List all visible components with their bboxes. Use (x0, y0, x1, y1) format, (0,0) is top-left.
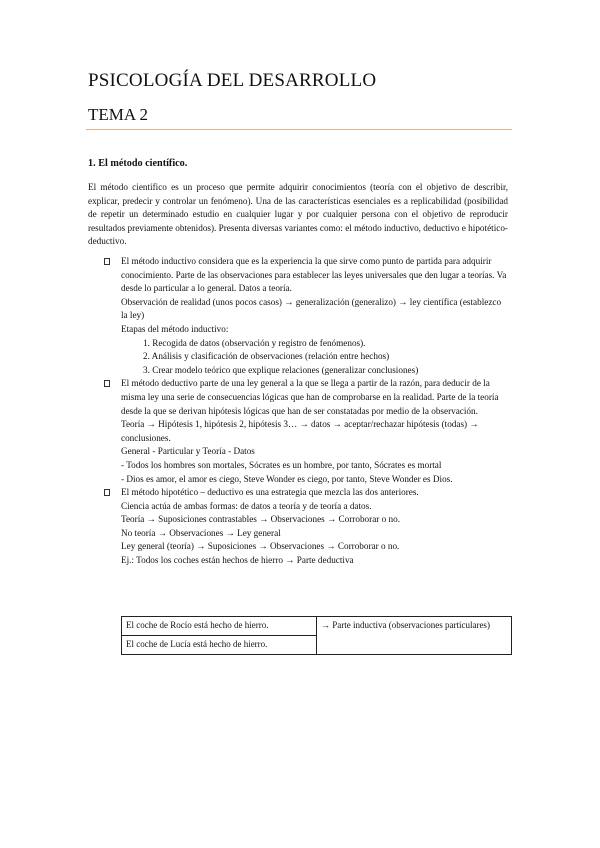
bullet-line: El método inductivo considera que es la experiencia la que sirve como punto de partida para adquirir conocimiento. Parte de las observaciones para establecer las leyes universales que den lugar a teorías. Va desde lo particular a lo general. Datos a teoría. (121, 256, 507, 294)
bullet-line: Teoría → Suposiciones contrastables → Observaciones → Corroborar o no. (121, 514, 400, 525)
bullet-line: Observación de realidad (unos pocos casos) → generalización (generalizo) → ley científica (establezco la ley) (121, 296, 502, 321)
example-table (121, 616, 512, 655)
bullet-line: Ej.: Todos los coches están hechos de hierro → Parte deductiva (121, 555, 354, 566)
section-heading (88, 158, 187, 169)
square-bullet-icon (104, 258, 110, 265)
table-cell: El coche de Lucía está hecho de hierro. (122, 636, 317, 655)
section-number: 1. (88, 158, 96, 169)
square-bullet-icon (104, 380, 110, 387)
section-heading-text: El método científico. (98, 158, 188, 169)
bullet-line: No teoría → Observaciones → Ley general (121, 527, 281, 538)
inductive-steps-list (121, 337, 507, 378)
document-subtitle: TEMA 2 (88, 105, 148, 124)
method-bullet-list (0, 255, 600, 568)
list-item: 2. Análisis y clasificación de observaciones (relación entre hechos) (143, 351, 390, 362)
title-underline-rule (86, 129, 512, 130)
bullet-line: El método deductivo parte de una ley general a la que se llega a partir de la razón, para deducir de la misma ley una serie de consecuencias lógicas que han de comprobarse en la realidad. Parte de la teoría desde la que se derivan hipótesis lógicas que han de ser constatadas por medio de la observación. (121, 378, 499, 416)
bullet-line: - Todos los hombres son mortales, Sócrates es un hombre, por tanto, Sócrates es mortal (121, 459, 442, 470)
document-title: PSICOLOGÍA DEL DESARROLLO (88, 70, 377, 91)
table-row (122, 617, 512, 636)
bullet-line: General - Particular y Teoría - Datos (121, 446, 255, 457)
bullet-inductive (0, 255, 507, 377)
intro-paragraph: El método científico es un proceso que permite adquirir conocimientos (teoría con el objetivo de describir, explicar, predecir y controlar un fenómeno). Una de las características esenciales es a replicabilidad (posibilidad de repetir un determinado estudio en cualquier lugar y por cualquier persona con el objetivo de reproducir resultados previamente obtenidos). Presenta diversas variantes como: el método inductivo, deductivo e hipotético-deductivo. (88, 182, 508, 247)
table-cell: → Parte inductiva (observaciones particulares) (317, 617, 512, 655)
bullet-line: - Dios es amor, el amor es ciego, Steve Wonder es ciego, por tanto, Steve Wonder es Dios. (121, 473, 453, 484)
bullet-deductive (0, 377, 507, 486)
square-bullet-icon (104, 489, 110, 496)
bullet-line: Etapas del método inductivo: (121, 323, 229, 334)
bullet-hypothetico-deductive (0, 486, 507, 568)
bullet-line: Ciencia actúa de ambas formas: de datos a teoría y de teoría a datos. (121, 500, 372, 511)
bullet-line: Teoría → Hipótesis 1, hipótesis 2, hipótesis 3… → datos → aceptar/rechazar hipótesis (todas) → conclusiones. (121, 419, 479, 443)
list-item: 3. Crear modelo teórico que explique relaciones (generalizar conclusiones) (143, 364, 419, 375)
table-cell: El coche de Rocío está hecho de hierro. (122, 617, 317, 636)
list-item: 1. Recogida de datos (observación y registro de fenómenos). (143, 337, 366, 348)
bullet-line: El método hipotético – deductivo es una estrategia que mezcla las dos anteriores. (121, 487, 419, 498)
bullet-line: Ley general (teoría) → Suposiciones → Observaciones → Corroborar o no. (121, 541, 400, 552)
